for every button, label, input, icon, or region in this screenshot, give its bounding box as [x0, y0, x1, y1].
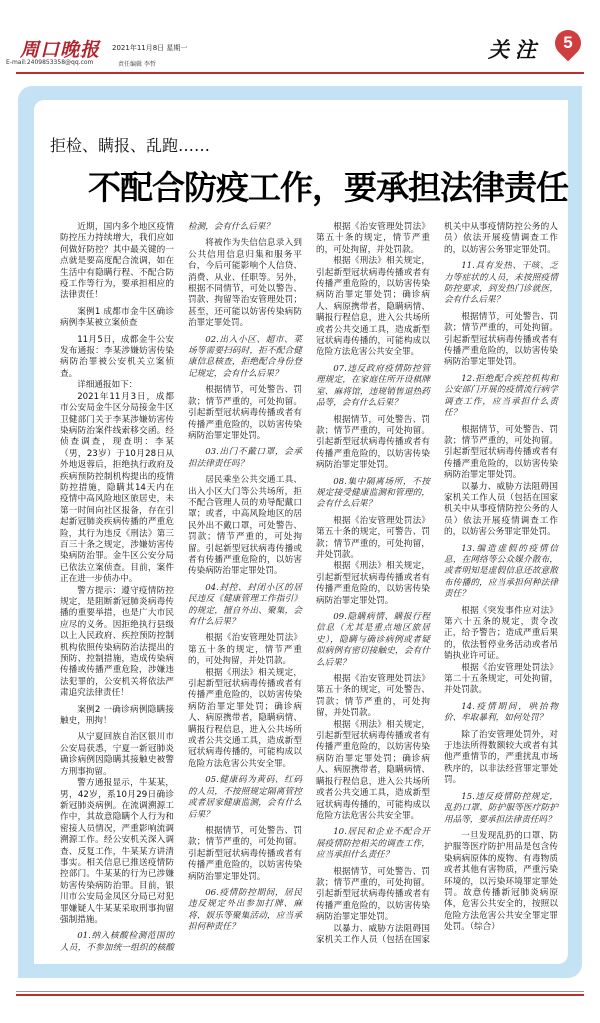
body-paragraph: 根据《治安管理处罚法》第五十条的规定，情节严重的，可处拘留，并处罚款。	[188, 633, 302, 667]
case-heading: 案例1 成都市金牛区确诊病例李某被立案侦查	[60, 306, 174, 329]
question-heading: 11.具有发热、干咳、乏力等症状的人员，未按照疫情防控要求，到发热门诊就医，会有什么后果？	[444, 261, 558, 306]
body-paragraph: 除了治安管理处罚外，对于违法所得数额较大或者有其他严重情节的，严重扰乱市场秩序的，以非法经营罪定罪处罚。	[444, 729, 558, 786]
body-paragraph: 根据《治安管理处罚法》第五十条的规定，可处警告、罚款；情节严重的，可处拘留，并处罚款。	[316, 674, 430, 719]
body-paragraph: 从宁夏回族自治区银川市公安局获悉，宁夏一新冠肺炎确诊病例因隐瞒其接触史被警方刑事拘留。	[60, 732, 174, 777]
body-paragraph: 一旦发现乱扔的口罩、防护服等医疗防护用品是包含传染病病原体的废物、有毒物质或者其他有害物质，严重污染环境的，以污染环境罪定罪处罚。故意传播新冠肺炎病原体，危害公共安全的，按照以危险方法危害公共安全罪定罪处罚。（综合）	[444, 830, 558, 933]
body-paragraph: 根据《刑法》相关规定，引起新型冠状病毒传播或者有传播严重危险的，以妨害传染病防治罪定罪处罚；确诊病人、病原携带者，隐瞒病情、瞒报行程信息，进入公共场所或者公共交通工具，造成新型冠状病毒传播的，可能构成以危险方法危害公共安全罪。	[188, 667, 302, 769]
article-subtitle: 拒检、瞒报、乱跑……	[50, 136, 211, 155]
body-paragraph: 根据情节，可处警告、罚款；情节严重的，可处拘留。引起新型冠状病毒传播或者有传播严重危险的，以妨害传染病防治罪定罪处罚。	[188, 385, 302, 441]
question-heading: 05.健康码为黄码、红码的人员，不按照规定隔离管控或者居家健康监测，会有什么后果？	[188, 775, 302, 820]
body-paragraph: 2021年11月3日，成都市公安局金牛区分局接金牛区卫健部门关于李某涉嫌妨害传染病防治案件线索移交函。经侦查调查，现查明：李某（男，23岁）于10月28日从外地返蓉后，拒绝执行政府及疾病预防控制机构提出的疫情防控措施，隐瞒其14天内在疫情中高风险地区旅居史，未第一时间向社区报备，存在引起新冠肺炎疾病传播的严重危险，其行为违反《刑法》第三百三十条之规定，涉嫌妨害传染病防治罪。金牛区公安分局已依法立案侦查。目前，案件正在进一步侦办中。	[60, 391, 174, 585]
body-paragraph: 根据《刑法》相关规定，引起新型冠状病毒传播或者有传播严重危险的，以妨害传染病防治罪定罪处罚；确诊病人、病原携带者，隐瞒病情、瞒报行程信息，进入公共场所或者公共交通工具，造成新型冠状病毒传播的，可能构成以危险方法危害公共安全罪。	[316, 256, 430, 358]
body-paragraph: 根据《突发事件应对法》第六十五条的规定，责令改正，给予警告；造成严重后果的，依法暂停业务活动或者吊销执业许可证。	[444, 605, 558, 662]
body-paragraph: 将被作为失信信息录入到公共信用信息归集和服务平台，今后可能影响个人信贷、消费、从业、任职等。另外，根据不同情节，可处以警告、罚款、拘留等治安管理处罚；甚至，还可能以妨害传染病防治罪定罪处罚。	[188, 238, 302, 329]
question-heading: 08.集中隔离场所，不按规定接受健康监测和管理的，会有什么后果？	[316, 476, 430, 510]
question-heading: 13.编造虚假的疫情信息，在网络等公众媒介散布，或者明知是虚假信息还故意散布传播的，应当承担何种法律责任？	[444, 543, 558, 600]
body-paragraph: 近期，国内多个地区疫情防控压力持续增大，我们应如何做好防控？其中最关键的一点就是要高度配合流调，如在生活中有隐瞒行程、不配合防疫工作等行为，要承担相应的法律责任！	[60, 222, 174, 301]
question-heading: 10.居民和企业不配合开展疫情防控相关的调查工作，应当承担什么责任？	[316, 827, 430, 861]
question-heading: 14.疫情期间，哄抬物价、牟取暴利，如何处罚？	[444, 701, 558, 724]
newspaper-logo: 周口晚报	[20, 39, 101, 61]
body-paragraph: 详细通报如下：	[77, 380, 138, 391]
page-number: 5	[563, 33, 573, 52]
body-paragraph: 根据《刑法》相关规定，引起新型冠状病毒传播或者有传播严重危险的，以妨害传染病防治罪定罪处罚；确诊病人、病原携带者，隐瞒病情、瞒报行程信息，进入公共场所或者公共交通工具，造成新型冠状病毒传播的，可能构成以危险方法危害公共安全罪。	[316, 719, 430, 821]
question-heading: 02.出入小区、超市、菜场等需要扫码时，拒不配合健康信息核查，拒绝配合身份登记规定，会有什么后果？	[188, 334, 302, 379]
body-paragraph: 以暴力、威胁方法阻碍国家机关工作人员（包括在国家机关中从事疫情防控公务的人员）依法开展疫情调查工作的，以妨害公务罪定罪处罚。	[444, 481, 558, 538]
body-paragraph: 根据《治安管理处罚法》第五十条的规定，情节严重的，可处拘留，并处罚款。	[316, 222, 430, 255]
body-paragraph: 根据情节，可处警告、罚款；情节严重的，可处拘留。引起新型冠状病毒传播或者有传播严重危险的，以妨害传染病防治罪定罪处罚。	[316, 866, 430, 923]
section-name: 关注	[488, 37, 542, 62]
body-paragraph: 警方通报显示，牛某某，男，42岁，系10月29日确诊新冠肺炎病例。在流调溯源工作中，其故意隐瞒个人行为和密接人员情况，严重影响流调溯源工作。经公安机关深入调查、反复工作，牛某某方讲清事实。相关信息已推送疫情防控部门。牛某某的行为已涉嫌妨害传染病防治罪。目前，银川市公安局金凤区分局已对犯罪嫌疑人牛某某采取刑事拘留强制措施。	[60, 778, 174, 925]
question-heading: 01.纳入核酸检测范围的人员，不参加统一组织的核酸检测，会有什么后果？	[60, 222, 274, 953]
body-paragraph: 根据情节，可处警告、罚款；情节严重的，可处拘留。引起新型冠状病毒传播或者有传播严重危险的，以妨害传染病防治罪定罪处罚。	[444, 424, 558, 481]
body-paragraph: 根据情节，可处警告、罚款；情节严重的，可处拘留。引起新型冠状病毒传播或者有传播严重危险的，以妨害传染病防治罪定罪处罚。	[316, 414, 430, 471]
contact-email: E-mail:2409853358@qq.com	[6, 59, 94, 66]
issue-date: 2021年11月8日 星期一	[112, 44, 188, 52]
question-heading: 09.隐瞒病情、瞒报行程信息（尤其是重点地区旅居史），隐瞒与确诊病例或者疑似病例有密切接触史，会有什么后果？	[316, 612, 430, 668]
question-heading: 03.出门不戴口罩，会承担法律责任吗？	[188, 447, 302, 469]
article-title: 不配合防疫工作，要承担法律责任	[88, 168, 568, 207]
footer-rule	[16, 994, 584, 996]
question-heading: 07.违反政府疫情防控管理规定，在家庭住所开设棋牌室、麻将馆，违规销售退热药品等，会有什么后果？	[316, 363, 430, 409]
question-heading: 12.拒绝配合疾控机构和公安部门开展的疫情流行病学调查工作，应当承担什么责任？	[444, 373, 558, 419]
question-heading: 15.违反疫情防控规定，乱扔口罩、防护服等医疗防护用品等，要承担法律责任吗？	[444, 791, 558, 825]
footer-rule-thin	[16, 991, 584, 992]
body-paragraph: 警方提示：遵守疫情防控规定，是阻断新冠肺炎病毒传播的重要举措，也是广大市民应尽的义务。因拒绝执行县级以上人民政府、疾控预防控制机构依照传染病防治法提出的预防、控制措施，造成传染病传播或传播严重危险，涉嫌违法犯罪的，公安机关将依法严肃追究法律责任！	[60, 585, 174, 699]
case-heading: 案例2 一确诊病例隐瞒接触史，刑拘！	[60, 704, 174, 727]
body-paragraph: 根据《刑法》相关规定，引起新型冠状病毒传播或者有传播严重危险的，以妨害传染病防治罪定罪处罚。	[316, 561, 430, 606]
body-paragraph: 根据情节，可处警告、罚款；情节严重的，可处拘留。引起新型冠状病毒传播或者有传播严重危险的，以妨害传染病防治罪定罪处罚。	[444, 311, 558, 368]
body-paragraph: 根据情节，可处警告、罚款；情节严重的，可处拘留。引起新型冠状病毒传播或者有传播严重危险的，以妨害传染病防治罪定罪处罚。	[188, 825, 302, 882]
body-paragraph: 以暴力、威胁方法阻碍国家机关工作人员（包括在国家机关中从事疫情防控公务的人员）依法开展疫情调查工作的，以妨害公务罪定罪处罚。	[316, 222, 558, 945]
editor-credit: 责任编辑 李哲	[118, 61, 156, 68]
question-heading: 06.疫情防控期间，居民违反规定外出参加打牌、麻将、娱乐等聚集活动，应当承担何种责任？	[188, 887, 302, 933]
body-paragraph: 根据《治安管理处罚法》第二十五条规定，可处拘留，并处罚款。	[444, 662, 558, 696]
question-heading: 04.封控、封闭小区的居民违反《健康管理工作指引》的规定，擅自外出、聚集，会有什么后果？	[188, 582, 302, 627]
body-paragraph: 根据《治安管理处罚法》第五十条的规定，可警告、罚款；情节严重的，可处拘留，并处罚款。	[316, 515, 430, 560]
body-paragraph: 居民乘坐公共交通工具、出入小区大门等公共场所，拒不配合管理人员的劝导配戴口罩；或者，中高风险地区的居民外出不戴口罩，可处警告、罚款；情节严重的，可处拘留。引起新型冠状病毒传播或者有传播严重危险的，以妨害传染病防治罪定罪处罚。	[188, 475, 302, 577]
header-rule	[16, 72, 584, 74]
body-paragraph: 11月5日，成都金牛公安发布通报：李某涉嫌妨害传染病防治罪被公安机关立案侦查。	[60, 334, 174, 379]
article-body	[60, 222, 558, 954]
